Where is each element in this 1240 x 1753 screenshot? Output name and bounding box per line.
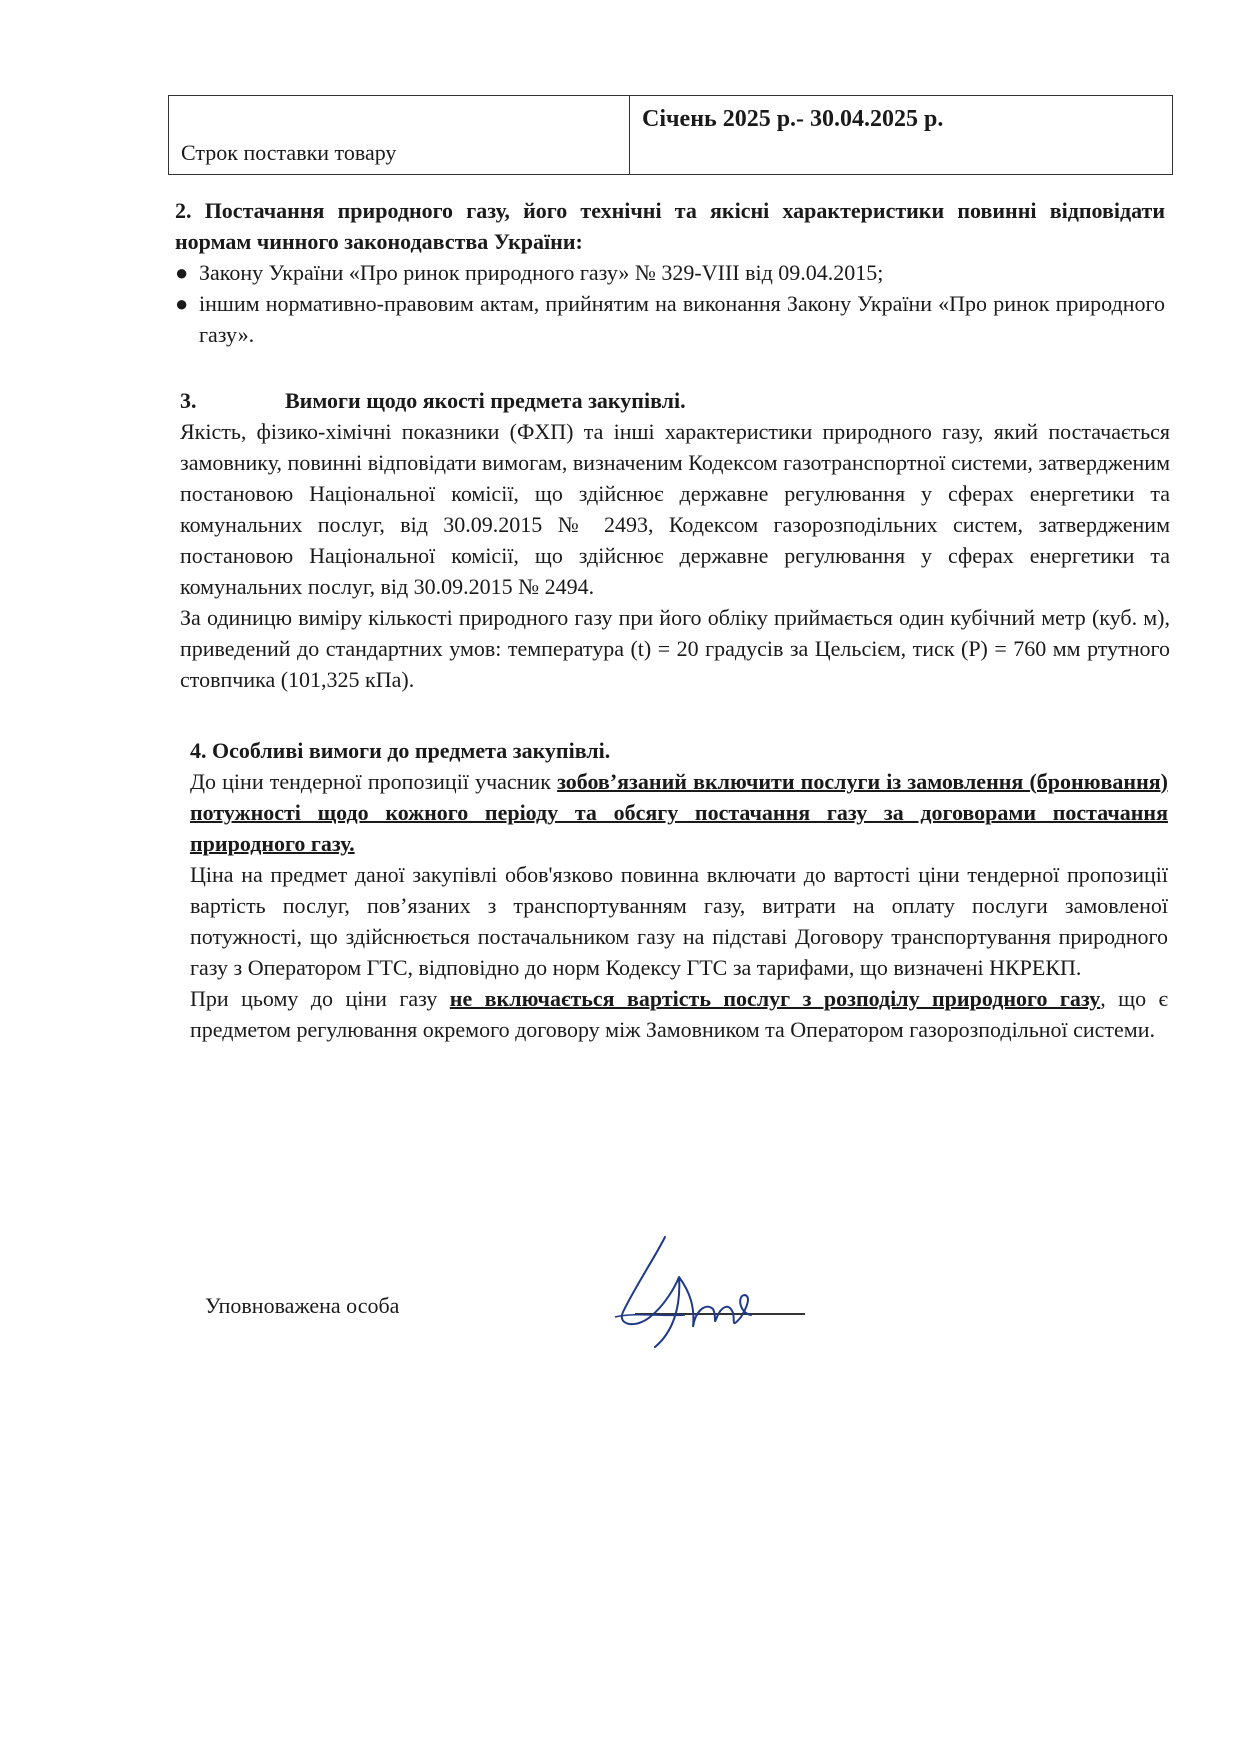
section-4-paragraph <box>190 766 1168 859</box>
underlined-exclusion: не включається вартість послуг з розподілу природного газу <box>449 986 1101 1011</box>
bullet-icon: ● <box>175 260 189 285</box>
paragraph-text: До ціни тендерної пропозиції учасник <box>190 769 558 794</box>
delivery-term-table <box>168 95 1173 175</box>
section-3-heading <box>180 385 1170 416</box>
list-item-text: іншим нормативно-правовим актам, прийнятим на виконання Закону України «Про ринок природного газу». <box>199 291 1165 347</box>
section-3-number: 3. <box>180 388 197 413</box>
section-4-paragraph: Ціна на предмет даної закупівлі обов'язково повинна включати до вартості ціни тендерної пропозиції вартість послуг, пов’язаних з транспортуванням газу, витрати на оплату послуги замовленої потужності, що здійснюється постачальником газу на підставі Договору транспортування природного газу з Оператором ГТС, відповідно до норм Кодексу ГТС за тарифами, що визначені НКРЕКП. <box>190 862 1168 980</box>
list-item-text: Закону України «Про ринок природного газу» № 329-VIII від 09.04.2015; <box>199 260 884 285</box>
signature-block <box>205 1275 825 1385</box>
paragraph-text: , що є предметом регулювання окремого договору між Замовником та Оператором газорозподільної системи. <box>190 986 1169 1042</box>
section-3 <box>180 385 1170 695</box>
list-item <box>175 288 1165 350</box>
section-3-title: Вимоги щодо якості предмета закупівлі. <box>285 388 686 413</box>
bullet-icon: ● <box>175 291 189 316</box>
underlined-requirement: зобов’язаний включити послуги із замовлення (бронювання) потужності щодо кожного періоду та обсягу постачання газу за договорами постачання природного газу. <box>190 769 1168 856</box>
section-4 <box>190 735 1168 1045</box>
handwritten-signature-icon <box>595 1217 795 1357</box>
section-4-paragraph <box>190 983 1168 1045</box>
section-4-heading: 4. Особливі вимоги до предмета закупівлі. <box>190 738 611 763</box>
section-2 <box>175 195 1165 350</box>
table-value-cell <box>630 96 1172 174</box>
list-item <box>175 257 1165 288</box>
table-label-cell <box>169 96 630 174</box>
paragraph-text: При цьому до ціни газу <box>190 986 450 1011</box>
section-3-paragraph: За одиницю виміру кількості природного газу при його обліку приймається один кубічний метр (куб. м), приведений до стандартних умов: температура (t) = 20 градусів за Цельсієм, тиск (P) = 760 мм ртутного стовпчика (101,325 кПа). <box>180 605 1170 692</box>
signer-role: Уповноважена особа <box>205 1293 400 1318</box>
section-3-paragraph: Якість, фізико-хімічні показники (ФХП) та інші характеристики природного газу, який постачається замовнику, повинні відповідати вимогам, визначеним Кодексом газотранспортної системи, затвердженим постановою Національної комісії, що здійснює державне регулювання у сферах енергетики та комунальних послуг, від 30.09.2015 № 2493, Кодексом газорозподільних систем, затвердженим постановою Національної комісії, що здійснює державне регулювання у сферах енергетики та комунальних послуг, від 30.09.2015 № 2494. <box>180 419 1170 599</box>
section-2-heading: 2. Постачання природного газу, його технічні та якісні характеристики повинні відповідати нормам чинного законодавства України: <box>175 198 1165 254</box>
table-label: Строк поставки товару <box>181 140 397 165</box>
table-value: Січень 2025 р.- 30.04.2025 р. <box>642 106 944 132</box>
